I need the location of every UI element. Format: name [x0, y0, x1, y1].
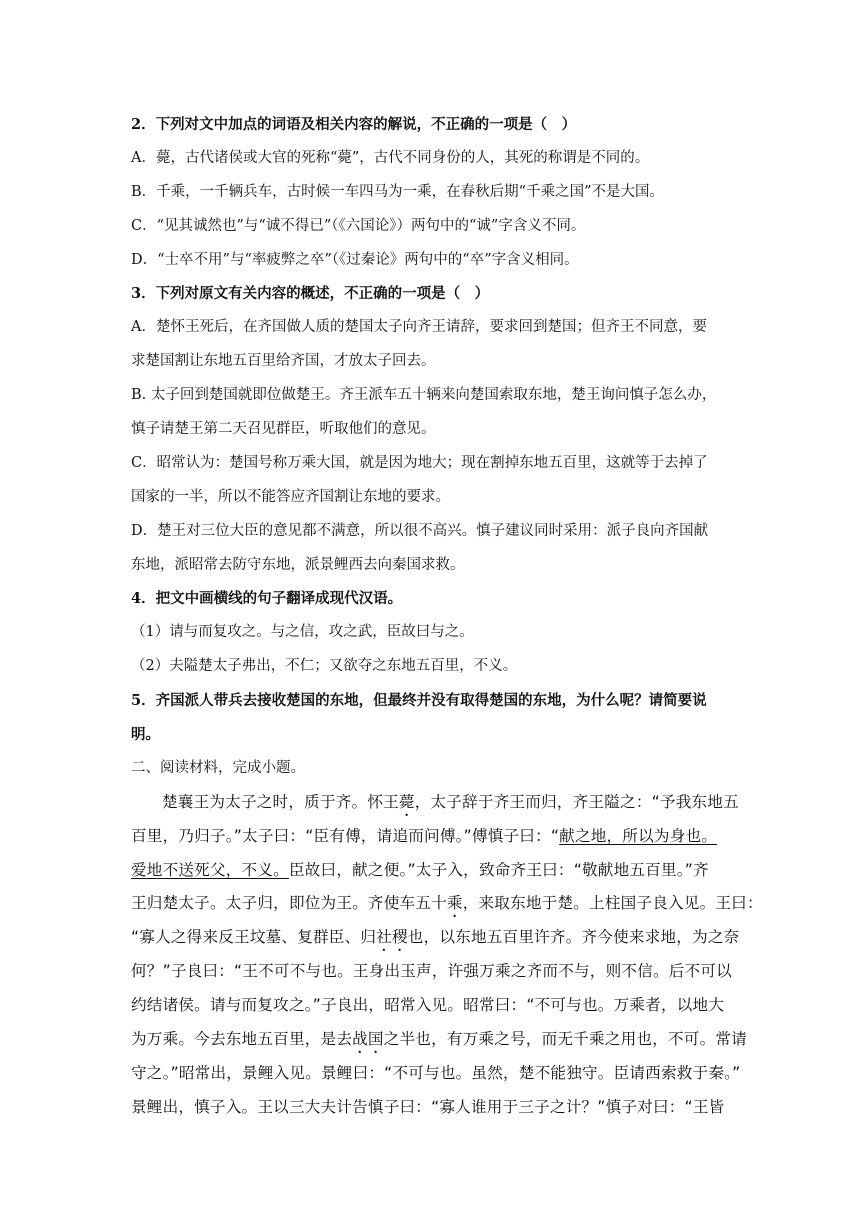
- passage-text: “寡人之得来反王坟墓、复群臣、归: [131, 928, 377, 947]
- question-2-option-b: B．千乘，一千辆兵车，古时候一车四马为一乘，在春秋后期“千乘之国”不是大国。: [131, 183, 664, 200]
- dotted-word: 乘: [446, 894, 463, 913]
- question-4-sentence-1: （1）请与而复攻之。与之信，攻之武，臣故曰与之。: [131, 624, 474, 641]
- question-4-stem: 4．把文中画横线的句子翻译成现代汉语。: [131, 590, 403, 608]
- passage-text: 楚襄王为太子之时，质于齐。怀王: [162, 792, 399, 811]
- question-3-option-a-line-2: 求楚国割让东地五百里给齐国，才放太子回去。: [131, 353, 436, 370]
- question-4-sentence-2: （2）夫隘楚太子弗出，不仁；又欲夺之东地五百里，不义。: [131, 658, 518, 675]
- dotted-word: 社稷: [376, 928, 408, 947]
- passage-line-7: 约结诸侯。请与而复攻之。”子良出，昭常入见。昭常曰：“不可与也。万乘者，以地大: [131, 996, 725, 1015]
- passage-text: ，来取东地于楚。上柱国子良入见。王曰：: [462, 894, 763, 913]
- passage-text: 之半也，有万乘之号，而无千乘之用也，不可。常请: [383, 1030, 747, 1049]
- dotted-word: 薨: [398, 792, 415, 811]
- question-3-option-b-line-2: 慎子请楚王第二天召见群臣，听取他们的意见。: [131, 421, 436, 438]
- passage-text: 百里，乃归子。”太子曰：“臣有傅，请追而问傅。”傅慎子曰：“: [131, 826, 560, 845]
- passage-line-6: 何？”子良曰：“王不可不与也。王身出玉声，许强万乘之齐而不与，则不信。后不可以: [131, 962, 732, 981]
- passage-line-8: [131, 1023, 747, 1057]
- document-body: [131, 108, 763, 1125]
- question-3-option-d-line-1: D．楚王对三位大臣的意见都不满意，所以很不高兴。慎子建议同时采用：派子良向齐国献: [131, 522, 709, 539]
- underlined-sentence: 献之地，所以为身也。: [559, 826, 718, 845]
- question-2-option-d: D．“士卒不用”与“率疲弊之卒”（《过秦论》两句中的“卒”字含义相同。: [131, 251, 579, 268]
- passage-text: ，太子辞于齐王而归，齐王隘之：“予我东地五: [414, 792, 739, 811]
- passage-text: 为万乘。今去东地五百里，是去: [131, 1030, 353, 1049]
- question-3-option-a-line-1: A．楚怀王死后，在齐国做人质的楚国太子向齐王请辞，要求回到楚国；但齐王不同意，要: [131, 319, 707, 336]
- dotted-word: 战国: [352, 1030, 384, 1049]
- question-3-option-b-line-1: B. 太子回到楚国就即位做楚王。齐王派车五十辆来向楚国索取东地，楚王询问慎子怎么办，: [131, 387, 717, 404]
- passage-line-10: 景鲤出，慎子入。王以三大夫计告慎子曰：“寡人谁用于三子之计？”慎子对曰：“王皆: [131, 1097, 725, 1116]
- passage-line-9: 守之。”昭常出，景鲤入见。景鲤曰：“不可与也。虽然，楚不能独守。臣请西索救于秦。”: [131, 1063, 741, 1082]
- passage-text: 也，以东地五百里许齐。齐今使来求地，为之奈: [407, 928, 740, 947]
- passage-line-2: [131, 820, 731, 854]
- passage-text: 臣故曰，献之便。”太子入，致命齐王曰：“敬献地五百里。”齐: [288, 860, 709, 879]
- question-2-option-c: C．“见其诚然也”与“诚不得已”（《六国论》）两句中的“诚”字含义不同。: [131, 217, 586, 234]
- question-3-option-c-line-1: C．昭常认为：楚国号称万乘大国，就是因为地大；现在割掉东地五百里，这就等于去掉了: [131, 454, 708, 471]
- passage-line-5: [131, 921, 740, 955]
- passage-line-1: [131, 786, 739, 820]
- question-5-line-1: 5．齐国派人带兵去接收楚国的东地，但最终并没有取得楚国的东地，为什么呢？请简要说: [131, 692, 707, 710]
- question-3-option-d-line-2: 东地，派昭常去防守东地，派景鲤西去向秦国求救。: [131, 556, 465, 573]
- passage-line-4: [131, 887, 763, 921]
- question-2-stem: 2．下列对文中加点的词语及相关内容的解说，不正确的一项是（ ）: [131, 116, 577, 133]
- question-3-stem: 3．下列对原文有关内容的概述，不正确的一项是（ ）: [131, 285, 490, 303]
- question-3-option-c-line-2: 国家的一半，所以不能答应齐国割让东地的要求。: [131, 488, 450, 505]
- passage-text: 王归楚太子。太子归，即位为王。齐使车五十: [131, 894, 447, 913]
- question-5-line-2: 明。: [131, 726, 160, 744]
- underlined-sentence: 爱地不送死父，不义。: [131, 860, 289, 879]
- question-2-option-a: A．薨，古代诸侯或大官的死称“薨”，古代不同身份的人，其死的称谓是不同的。: [131, 149, 650, 166]
- section-heading: 二、阅读材料，完成小题。: [131, 759, 305, 776]
- passage-line-3: [131, 854, 731, 888]
